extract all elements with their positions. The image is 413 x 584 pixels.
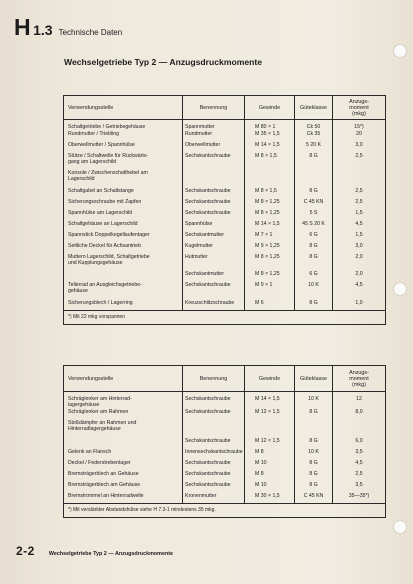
table-row: [64, 493, 386, 504]
location-cell: [64, 438, 183, 449]
thread-cell: M 8: [245, 471, 295, 482]
location-cell: Schräglenker am Hinterrad- lagergehäuse: [68, 396, 132, 408]
thread-cell: M 12 × 1,5: [245, 438, 295, 449]
thread-cell: M 8 × 1,5: [245, 153, 295, 171]
torque-cell: 2,5: [333, 153, 386, 171]
torque-cell: 35—35*): [333, 493, 386, 504]
thread-cell: [245, 170, 295, 188]
torque-cell: 4,5: [333, 282, 386, 300]
table-row: [64, 271, 386, 282]
location-cell: Schaltgetriebe / Getriebegehäuse: [68, 124, 146, 130]
torque-cell: 2,0: [333, 254, 386, 272]
thread-cell: M 7 × 1: [245, 232, 295, 243]
grade-cell: 10 K: [295, 392, 333, 410]
designation-cell: Sechskantschraube: [183, 471, 245, 482]
table-row: [64, 170, 386, 188]
torque-cell: 2,5: [333, 471, 386, 482]
grade-cell: 8 G: [295, 409, 333, 420]
table-row: [64, 254, 386, 272]
torque-cell: 2,0: [333, 271, 386, 282]
location-cell: Bremsträgerblech an Gehäuse: [68, 470, 139, 477]
torque-cell: [333, 420, 386, 438]
designation-cell: [183, 420, 245, 438]
designation-cell: Hutmutter: [183, 254, 245, 272]
torque-cell: 6,0: [333, 438, 386, 449]
table2-footnote: *) Mit verstärkter Abstandshülse siehe H 7.3-1 mindestens 35 mkg.: [63, 504, 386, 518]
table-row: [64, 409, 386, 420]
designation-cell: Spannmutter: [183, 120, 245, 131]
torque-cell: 1,5: [333, 232, 386, 243]
torque-cell: 12: [333, 392, 386, 410]
torque-cell: [333, 170, 386, 188]
designation-cell: Kreuzschlitzschraube: [183, 300, 245, 311]
table-row: [64, 471, 386, 482]
location-cell: Bremstrommel an Hinterradwelle: [68, 492, 144, 499]
grade-cell: 8 G: [295, 153, 333, 171]
binder-hole-top: [393, 44, 407, 58]
grade-cell: 8 G: [295, 438, 333, 449]
table-row: [64, 142, 386, 153]
thread-cell: M 9 × 1,25: [245, 243, 295, 254]
thread-cell: M 9 × 1: [245, 282, 295, 300]
column-header: Verwendungsstelle: [64, 96, 183, 120]
table-row: [64, 131, 386, 142]
designation-cell: Sechskantmutter: [183, 232, 245, 243]
grade-cell: 8 G: [295, 243, 333, 254]
grade-cell: 8 G: [295, 188, 333, 199]
designation-cell: Innensechskantschraube: [183, 449, 245, 460]
grade-cell: 8 G: [295, 471, 333, 482]
location-cell: Stütze / Schaltwelle für Rückwärts- gang am Lagerschild: [68, 152, 149, 165]
table-row: [64, 460, 386, 471]
torque-table-rear-axle: [63, 365, 386, 504]
designation-cell: Sechskantschraube: [183, 199, 245, 210]
table-row: [64, 232, 386, 243]
torque-cell: 3,0: [333, 142, 386, 153]
designation-cell: Sechskantschraube: [183, 409, 245, 420]
grade-cell: Ck 35: [295, 131, 333, 142]
table1-footnote: *) Mit 22 mkg vorspannen: [63, 311, 386, 325]
grade-cell: [295, 420, 333, 438]
header-letter: H: [14, 14, 31, 40]
grade-cell: 10 K: [295, 282, 333, 300]
table-header-row: [64, 96, 386, 120]
table-row: [64, 438, 386, 449]
designation-cell: Rundmutter: [183, 131, 245, 142]
grade-cell: C 45 KN: [295, 199, 333, 210]
grade-cell: 8 G: [295, 300, 333, 311]
torque-cell: 2,5: [333, 188, 386, 199]
thread-cell: M 8 × 1,5: [245, 188, 295, 199]
table-row: [64, 153, 386, 171]
torque-cell: 15*): [333, 120, 386, 131]
thread-cell: [245, 420, 295, 438]
thread-cell: M 80 × 1: [245, 120, 295, 131]
designation-cell: Sechskantschraube: [183, 460, 245, 471]
page-number: 2-2: [16, 544, 35, 558]
table-row: [64, 243, 386, 254]
designation-cell: Oberwellmutter: [183, 142, 245, 153]
column-header: Güteklasse: [295, 366, 333, 392]
header-number: 1.3: [33, 22, 53, 38]
grade-cell: 45 S 20 K: [295, 221, 333, 232]
thread-cell: M 35 × 1,5: [245, 131, 295, 142]
thread-cell: M 10: [245, 482, 295, 493]
designation-cell: Sechskantschraube: [183, 210, 245, 221]
column-header: Gewinde: [245, 96, 295, 120]
page-footer: [16, 544, 173, 558]
table-row: [64, 210, 386, 221]
thread-cell: M 30 × 1,5: [245, 493, 295, 504]
designation-cell: Sechskantschraube: [183, 482, 245, 493]
grade-cell: 5 20 K: [295, 142, 333, 153]
torque-cell: 4,5: [333, 460, 386, 471]
location-cell: Sicherungsschraube mit Zapfen: [68, 198, 142, 205]
thread-cell: M 14 × 1,5: [245, 142, 295, 153]
grade-cell: 8 G: [295, 460, 333, 471]
table-row: [64, 449, 386, 460]
torque-cell: 3,5: [333, 449, 386, 460]
thread-cell: M 14 × 1,5: [245, 392, 295, 410]
location-cell: Schräglenker am Rahmen: [68, 409, 129, 416]
thread-cell: M 10: [245, 460, 295, 471]
column-header: Gewinde: [245, 366, 295, 392]
grade-cell: 8 G: [295, 254, 333, 272]
location-cell: Schaltgehäuse an Lagerschild: [68, 220, 138, 227]
thread-cell: M 8 × 1,25: [245, 271, 295, 282]
binder-hole-bottom: [393, 520, 407, 534]
grade-cell: 5 S: [295, 210, 333, 221]
table-row: [64, 482, 386, 493]
table-row: [64, 282, 386, 300]
torque-cell: 20: [333, 131, 386, 142]
designation-cell: Sechskantschraube: [183, 282, 245, 300]
torque-cell: 3,0: [333, 243, 386, 254]
column-header: Anzugs- moment (mkg): [333, 96, 386, 120]
section-title: Wechselgetriebe Typ 2 — Anzugsdruckmomente: [64, 57, 263, 67]
torque-cell: 2,5: [333, 199, 386, 210]
table-row: [64, 199, 386, 210]
table-row: [64, 392, 386, 410]
designation-cell: Sechskantschraube: [183, 153, 245, 171]
designation-cell: Sechskantschraube: [183, 392, 245, 410]
thread-cell: M 12 × 1,5: [245, 409, 295, 420]
location-cell: Seitliche Deckel für Achsantrieb: [68, 242, 141, 249]
location-cell: Rundmutter / Triebling: [68, 130, 120, 137]
thread-cell: M 8 × 1,25: [245, 199, 295, 210]
designation-cell: Spannhülse: [183, 221, 245, 232]
grade-cell: 8 G: [295, 482, 333, 493]
column-header: Benennung: [183, 366, 245, 392]
location-cell: Schaltgabel an Schaltstange: [68, 187, 134, 194]
location-cell: Spannstick Doppelkegellaufentager: [68, 231, 150, 238]
column-header: Verwendungsstelle: [64, 366, 183, 392]
table-header-row: [64, 366, 386, 392]
grade-cell: 10 K: [295, 449, 333, 460]
designation-cell: Sechskantschraube: [183, 188, 245, 199]
designation-cell: Kronenmutter: [183, 493, 245, 504]
grade-cell: [295, 170, 333, 188]
column-header: Benennung: [183, 96, 245, 120]
torque-cell: 3,5: [333, 482, 386, 493]
column-header: Anzugs- moment (mkg): [333, 366, 386, 392]
grade-cell: Ck 50: [295, 120, 333, 131]
grade-cell: C 45 KN: [295, 493, 333, 504]
designation-cell: Sechskantschraube: [183, 438, 245, 449]
torque-cell: 1,5: [333, 210, 386, 221]
table-row: [64, 420, 386, 438]
location-cell: Sicherungsblech / Lagerring: [68, 299, 133, 306]
table-row: [64, 188, 386, 199]
binder-hole-middle: [393, 282, 407, 296]
page-header: [14, 14, 122, 41]
thread-cell: M 8 × 1,25: [245, 210, 295, 221]
location-cell: Tellerrad an Ausgleichsgetriebe- gehäuse: [68, 282, 142, 295]
header-subtitle: Technische Daten: [58, 28, 123, 37]
thread-cell: M 8 × 1,25: [245, 254, 295, 272]
designation-cell: Kugelmutter: [183, 243, 245, 254]
table-row: [64, 120, 386, 131]
location-cell: Stoßdämpfer an Rahmen und Hinterradlagergehäuse: [68, 420, 137, 433]
location-cell: Deckel / Federstrebenlager: [68, 459, 131, 466]
location-cell: Spannhülse am Lagerschild: [68, 209, 133, 216]
column-header: Güteklasse: [295, 96, 333, 120]
torque-cell: 8,0: [333, 409, 386, 420]
table-row: [64, 221, 386, 232]
designation-cell: [183, 170, 245, 188]
location-cell: Oberwellmutter / Spannhülse: [68, 141, 135, 148]
thread-cell: M 8: [245, 449, 295, 460]
torque-table-gearbox: [63, 95, 386, 311]
grade-cell: 6 G: [295, 271, 333, 282]
designation-cell: Sechskantmutter: [183, 271, 245, 282]
location-cell: Gelenk an Flansch: [68, 448, 112, 455]
thread-cell: M 14 × 1,5: [245, 221, 295, 232]
thread-cell: M 6: [245, 300, 295, 311]
torque-cell: 1,0: [333, 300, 386, 311]
location-cell: [64, 271, 183, 282]
torque-cell: 4,5: [333, 221, 386, 232]
footer-title: Wechselgetriebe Typ 2 — Anzugsdruckmomente: [48, 551, 174, 557]
location-cell: Bremsträgerblech am Gehäuse: [68, 481, 141, 488]
location-cell: Konsole / Zwischenschalthebel am Lagerschild: [68, 170, 148, 183]
grade-cell: 6 G: [295, 232, 333, 243]
location-cell: Muttern Lagerschild, Schaltgetriebe und Kupplungsgehäuse: [68, 253, 150, 266]
table-row: [64, 300, 386, 311]
